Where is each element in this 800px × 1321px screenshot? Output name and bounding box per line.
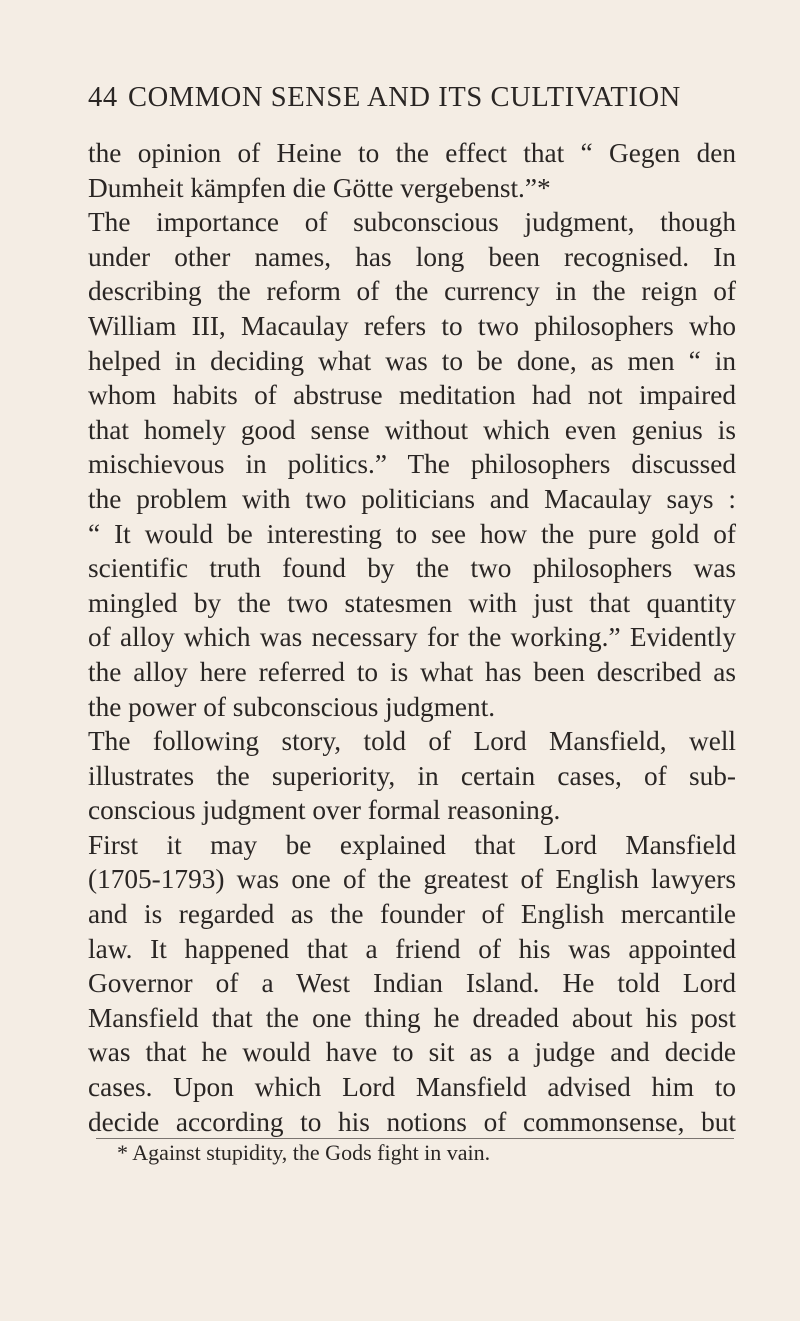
text-line: helped in deciding what was to be done, as men “ in	[88, 345, 736, 376]
text-line: that homely good sense without which even genius is	[88, 414, 736, 445]
text-line: scientific truth found by the two philosophers was	[88, 553, 736, 584]
text-line: describing the reform of the currency in the reign of	[88, 276, 736, 307]
text-line: mingled by the two statesmen with just that quantity	[88, 587, 736, 618]
running-title: COMMON SENSE AND ITS CULTIVATION	[128, 82, 681, 113]
text-line: conscious judgment over formal reasoning.	[88, 795, 561, 826]
text-line: the problem with two politicians and Macaulay says :	[88, 483, 736, 514]
text-line: First it may be explained that Lord Mansfield	[88, 829, 736, 860]
page-header	[88, 82, 736, 128]
text-line: The following story, told of Lord Mansfield, well	[88, 726, 736, 757]
text-line: was that he would have to sit as a judge and decide	[88, 1037, 736, 1068]
text-line: (1705-1793) was one of the greatest of English lawyers	[88, 864, 736, 895]
text-line: whom habits of abstruse meditation had not impaired	[88, 380, 736, 411]
text-line: mischievous in politics.” The philosophers discussed	[88, 449, 736, 480]
text-line: the alloy here referred to is what has been described as	[88, 656, 736, 687]
text-line: Mansfield that the one thing he dreaded about his post	[88, 1002, 736, 1033]
text-line: illustrates the superiority, in certain cases, of sub-	[88, 760, 736, 791]
text-line: and is regarded as the founder of English mercantile	[88, 899, 736, 930]
text-line: William III, Macaulay refers to two philosophers who	[88, 310, 736, 341]
text-line: Governor of a West Indian Island. He told Lord	[88, 968, 736, 999]
body-text	[88, 136, 736, 1139]
text-line: The importance of subconscious judgment, though	[88, 207, 736, 238]
text-line: law. It happened that a friend of his was appointed	[88, 933, 736, 964]
footnote: * Against stupidity, the Gods fight in vain.	[117, 1140, 491, 1165]
page-number: 44	[88, 82, 118, 113]
text-line: of alloy which was necessary for the working.” Evidently	[88, 622, 736, 653]
text-line: cases. Upon which Lord Mansfield advised him to	[88, 1072, 736, 1103]
text-line: the power of subconscious judgment.	[88, 691, 496, 722]
text-line: under other names, has long been recognised. In	[88, 241, 736, 272]
text-line: decide according to his notions of commonsense, but	[88, 1106, 736, 1137]
text-line: the opinion of Heine to the effect that “ Gegen den	[88, 138, 736, 168]
text-line: “ It would be interesting to see how the pure gold of	[88, 518, 736, 549]
text-line: Dumheit kämpfen die Götte vergebenst.”*	[88, 172, 551, 203]
book-page	[88, 82, 736, 1139]
